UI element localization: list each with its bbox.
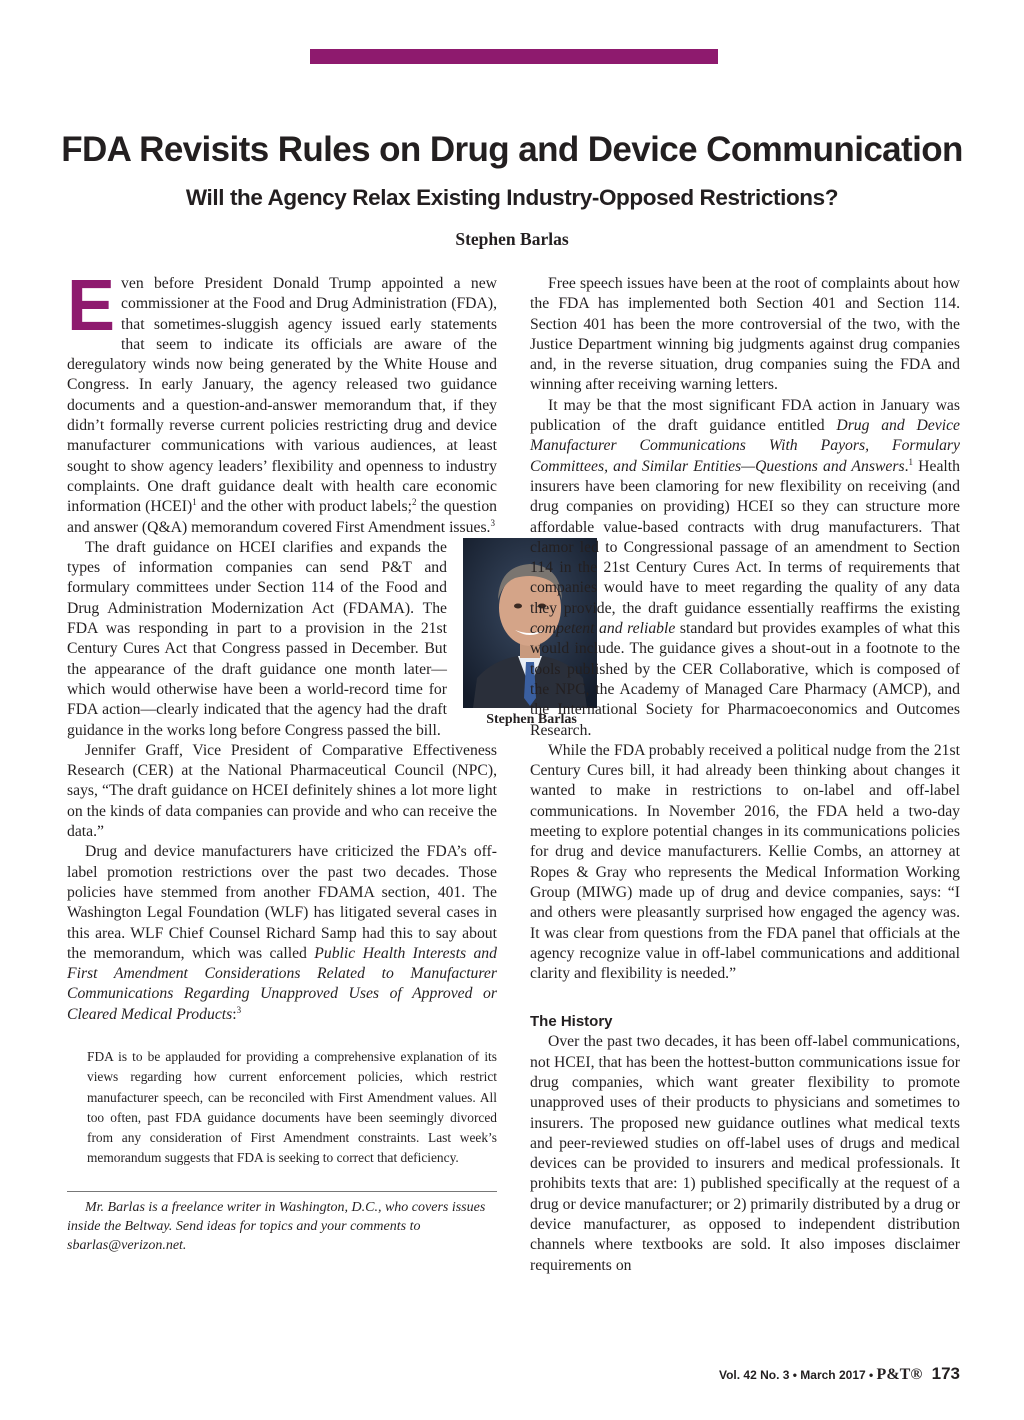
header-accent-bar — [310, 49, 718, 64]
author-byline: Stephen Barlas — [455, 229, 569, 249]
block-quote: FDA is to be applauded for providing a comprehensive explanation of its views regarding how current enforcement policies, which restrict manufacturer speech, can be reconciled with First Amendment values. All too often, past FDA guidance documents have been seemingly divorced from any consideration of First Amendment constraints. Last week’s memorandum suggests that FDA is seeking to correct that deficiency. — [87, 1048, 497, 1166]
issue-info: Vol. 42 No. 3 • March 2017 • — [718, 1368, 874, 1382]
body-paragraph: The draft guidance on HCEI clarifies and expands the types of information companies can send P&T and formulary committees under Section 114 of the Food and Drug Administration Modernization Act (FDAMA). The FDA was responding in part to a provision in the 21st Century Cures Act that Congress passed in December. But the appearance of the draft guidance one month later—which would otherwise have been a world-record time for FDA action—clearly indicated that the agency had the draft guidance in the works long before Congress passed the bill. — [67, 538, 447, 739]
article-title: FDA Revisits Rules on Drug and Device Communication — [61, 130, 963, 169]
footnote-divider — [67, 1191, 497, 1192]
section-heading: The History — [530, 1013, 613, 1031]
intro-paragraph: Even before President Donald Trump appointed a new commissioner at the Food and Drug Administration (FDA), that sometimes-sluggish agency issued early statements that seem to indicate its officials are aware of the deregulatory winds now being generated by the White House and Congress. In early January, the agency released two guidance documents and a question-and-answer memorandum that, if they didn’t formally reverse current policies restricting drug and device manufacturer communications with various audiences, at least sought to show agency leaders’ flexibility and openness to industry complaints. One draft guidance dealt with health care economic information (HCEI)$^1$ and the other with product labels;$^2$ the question and answer (Q&A) memorandum covered First Amendment issues.$^3$ — [67, 266, 498, 536]
page-footer — [719, 1364, 960, 1384]
body-paragraph: It may be that the most significant FDA action in January was publication of the draft guidance entitled Drug and Device Manufacturer Communications With Payors, Formulary Committees, and Similar Entities—Questions and Answers.$^1$ Health insurers have been clamoring for new flexibility on receiving (and drug companies on providing) HCEI so they can structure more affordable value-based contracts with drug manufacturers. That clamor led to Congressional passage of an amendment to Section 114 in the 21st Century Cures Act. In terms of requirements that companies would have to meet regarding the quality of any data they provide, the draft guidance essentially reaffirms the existing competent and reliable standard but provides examples of what this would include. The guidance gives a shout-out in a footnote to the tools published by the CER Collaborative, which is composed of the NPC, the Academy of Managed Care Pharmacy (AMCP), and the International Society for Pharmacoeconomics and Outcomes Research. — [530, 396, 960, 739]
right-column — [530, 274, 960, 1276]
body-paragraph: While the FDA probably received a political nudge from the 21st Century Cures bill, it had already been thinking about changes it wanted to make in restrictions to on-label and off-label communications. In November 2016, the FDA held a two-day meeting to explore potential changes in its communications policies for drug and device manufacturers. Kellie Combs, an attorney at Ropes & Gray who represents the Medical Information Working Group (MIWG) made up of drug and device companies, says: “I and others were pleasantly surprised how engaged the agency was. It was clear from questions from the FDA panel that officials at the agency recognize value in off-label communications and additional clarity and flexibility is needed.” — [530, 741, 960, 983]
photo-caption: Stephen Barlas — [486, 711, 577, 727]
drop-cap: E — [67, 266, 116, 346]
body-paragraph: Over the past two decades, it has been off-label communications, not HCEI, that has been the hottest-button communications issue for drug companies, which want greater flexibility to promote unapproved uses of their products to physicians and sometimes to insurers. The proposed new guidance outlines what medical texts and peer-reviewed studies on off-label uses of drugs and medical devices can be provided to insurers and medical professionals. It prohibits texts that are: 1) published specifically at the request of a drug or device manufacturer; or 2) primarily distributed by a drug or device manufacturer, as opposed to independent distribution channels where textbooks are sold. It also imposes disclaimer requirements on — [530, 1033, 960, 1274]
page-number: 173 — [931, 1364, 960, 1383]
journal-name: P&T® — [876, 1366, 923, 1383]
body-paragraph: Jennifer Graff, Vice President of Comparative Effectiveness Research (CER) at the National Pharmaceutical Council (NPC), says, “The draft guidance on HCEI definitely shines a lot more light on the kinds of data companies can provide and who can receive the data.” — [67, 741, 497, 841]
article-subtitle: Will the Agency Relax Existing Industry-Opposed Restrictions? — [185, 185, 839, 210]
author-bio: Mr. Barlas is a freelance writer in Washington, D.C., who covers issues inside the Beltway. Send ideas for topics and your comments to sbarlas@verizon.net. — [67, 1199, 486, 1253]
body-paragraph: Free speech issues have been at the root of complaints about how the FDA has implemented both Section 401 and Section 114. Section 401 has been the more controversial of the two, with the Justice Department winning big judgments against drug companies and, in the reverse situation, drug companies suing the FDA and winning after receiving warning letters. — [530, 275, 960, 394]
body-paragraph: Drug and device manufacturers have criticized the FDA’s off-label promotion restrictions over the past two decades. Those policies have stemmed from another FDAMA section, 401. The Washington Legal Foundation (WLF) has litigated several cases in this area. WLF Chief Counsel Richard Samp had this to say about the memorandum, which was called Public Health Interests and First Amendment Considerations Related to Manufacturer Communications Regarding Unapproved Uses of Approved or Cleared Medical Products:$^3$ — [67, 843, 497, 1023]
